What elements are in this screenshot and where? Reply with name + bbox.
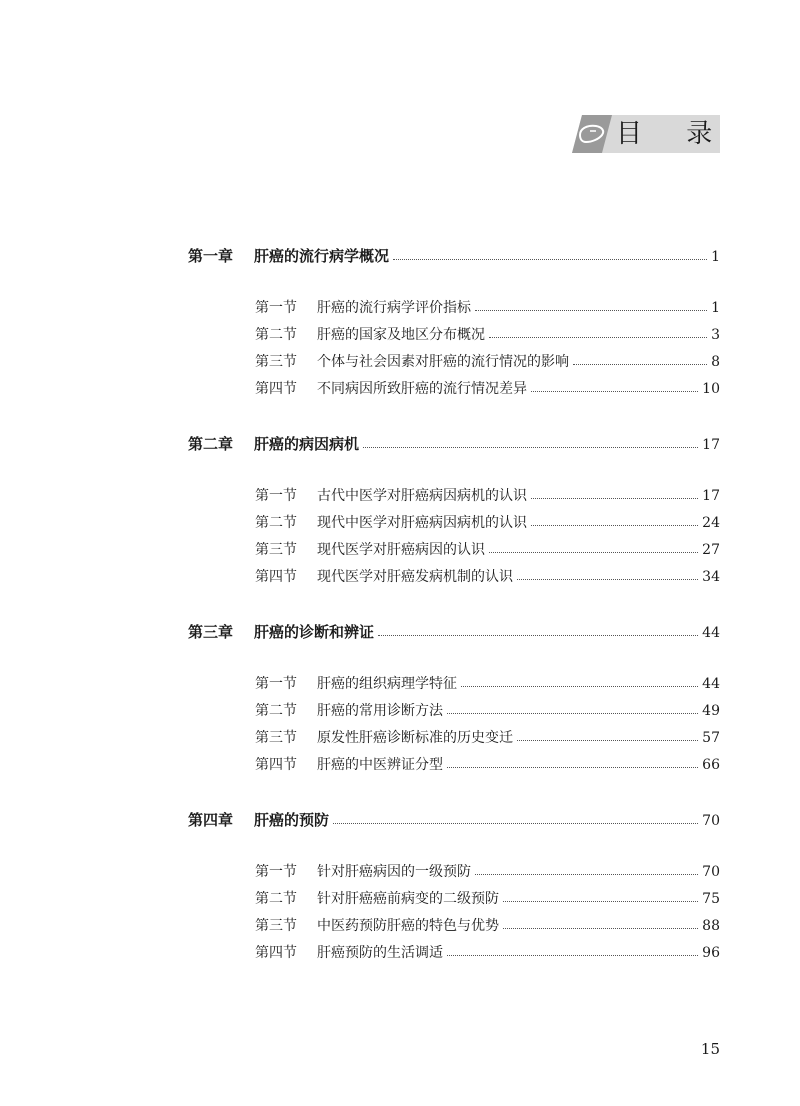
section-number: 第四节 [255,569,297,585]
section-title: 肝癌的中医辨证分型 [317,757,443,773]
section-page: 96 [702,945,720,961]
section-number: 第一节 [255,300,297,316]
section-title: 古代中医学对肝癌病因病机的认识 [317,488,527,504]
dot-leader [447,712,698,714]
toc-title: 目 录 [616,119,731,149]
dot-leader [489,336,707,338]
dot-leader [531,497,698,499]
section-title: 肝癌预防的生活调适 [317,945,443,961]
dot-leader [461,685,698,687]
section-page: 75 [702,891,720,907]
dot-leader [475,309,707,311]
toc-section-row[interactable] [255,915,720,935]
section-page: 10 [702,381,720,397]
chapter-page: 44 [702,625,720,641]
section-title: 肝癌的常用诊断方法 [317,703,443,719]
dot-leader [517,739,698,741]
dot-leader [378,634,698,636]
page-number: 15 [700,1040,720,1058]
section-number: 第一节 [255,676,297,692]
dot-leader [447,766,698,768]
dot-leader [447,954,698,956]
toc-section-row[interactable] [255,673,720,693]
chapter-title: 肝癌的预防 [254,811,330,829]
toc-section-row[interactable] [255,512,720,532]
section-title: 中医药预防肝癌的特色与优势 [317,918,499,934]
dot-leader [333,822,698,824]
dot-leader [531,524,698,526]
section-number: 第二节 [255,703,297,719]
section-page: 34 [702,569,720,585]
chapter-number: 第二章 [188,435,234,453]
chapter-number: 第三章 [188,623,234,641]
toc-section-row[interactable] [255,754,720,774]
toc-chapter-row[interactable] [188,433,720,454]
chapter-number: 第四章 [188,811,234,829]
toc-section-row[interactable] [255,942,720,962]
section-number: 第一节 [255,864,297,880]
section-number: 第三节 [255,542,297,558]
toc-chapter-row[interactable] [188,245,720,266]
dot-leader [475,873,698,875]
chapter-title: 肝癌的诊断和辨证 [254,623,375,641]
section-number: 第二节 [255,891,297,907]
chapter-title: 肝癌的流行病学概况 [254,247,390,265]
dot-leader [489,551,698,553]
section-page: 88 [702,918,720,934]
section-page: 3 [711,327,720,343]
section-title: 现代中医学对肝癌病因病机的认识 [317,515,527,531]
dot-leader [531,390,698,392]
section-number: 第三节 [255,354,297,370]
section-title: 不同病因所致肝癌的流行情况差异 [317,381,527,397]
chapter-page: 70 [702,813,720,829]
dot-leader [573,363,707,365]
chapter-page: 17 [702,437,720,453]
dot-leader [363,446,698,448]
toc-section-row[interactable] [255,378,720,398]
toc-section-row[interactable] [255,485,720,505]
section-number: 第三节 [255,730,297,746]
chapter-number: 第一章 [188,247,234,265]
section-page: 1 [711,300,720,316]
section-title: 现代医学对肝癌病因的认识 [317,542,485,558]
toc-chapter-row[interactable] [188,809,720,830]
section-page: 66 [702,757,720,773]
section-page: 24 [702,515,720,531]
section-page: 8 [711,354,720,370]
section-number: 第二节 [255,327,297,343]
toc-section-row[interactable] [255,566,720,586]
section-title: 现代医学对肝癌发病机制的认识 [317,569,513,585]
dot-leader [503,927,698,929]
section-number: 第四节 [255,381,297,397]
toc-section-row[interactable] [255,539,720,559]
section-number: 第二节 [255,515,297,531]
section-number: 第三节 [255,918,297,934]
toc-section-row[interactable] [255,888,720,908]
toc-chapter-row[interactable] [188,621,720,642]
toc-section-row[interactable] [255,324,720,344]
section-title: 针对肝癌病因的一级预防 [317,864,471,880]
section-number: 第四节 [255,757,297,773]
toc-section-row[interactable] [255,351,720,371]
section-number: 第四节 [255,945,297,961]
section-title: 针对肝癌癌前病变的二级预防 [317,891,499,907]
dot-leader [393,258,707,260]
toc-section-row[interactable] [255,700,720,720]
chapter-title: 肝癌的病因病机 [254,435,360,453]
section-page: 70 [702,864,720,880]
section-title: 原发性肝癌诊断标准的历史变迁 [317,730,513,746]
toc-section-row[interactable] [255,861,720,881]
dot-leader [517,578,698,580]
chapter-page: 1 [711,249,720,265]
section-title: 个体与社会因素对肝癌的流行情况的影响 [317,354,569,370]
section-number: 第一节 [255,488,297,504]
section-title: 肝癌的流行病学评价指标 [317,300,471,316]
toc-section-row[interactable] [255,297,720,317]
section-title: 肝癌的组织病理学特征 [317,676,457,692]
dot-leader [503,900,698,902]
section-page: 57 [702,730,720,746]
toc-section-row[interactable] [255,727,720,747]
section-title: 肝癌的国家及地区分布概况 [317,327,485,343]
toc-header [572,115,731,153]
section-page: 44 [702,676,720,692]
section-page: 49 [702,703,720,719]
section-page: 27 [702,542,720,558]
section-page: 17 [702,488,720,504]
